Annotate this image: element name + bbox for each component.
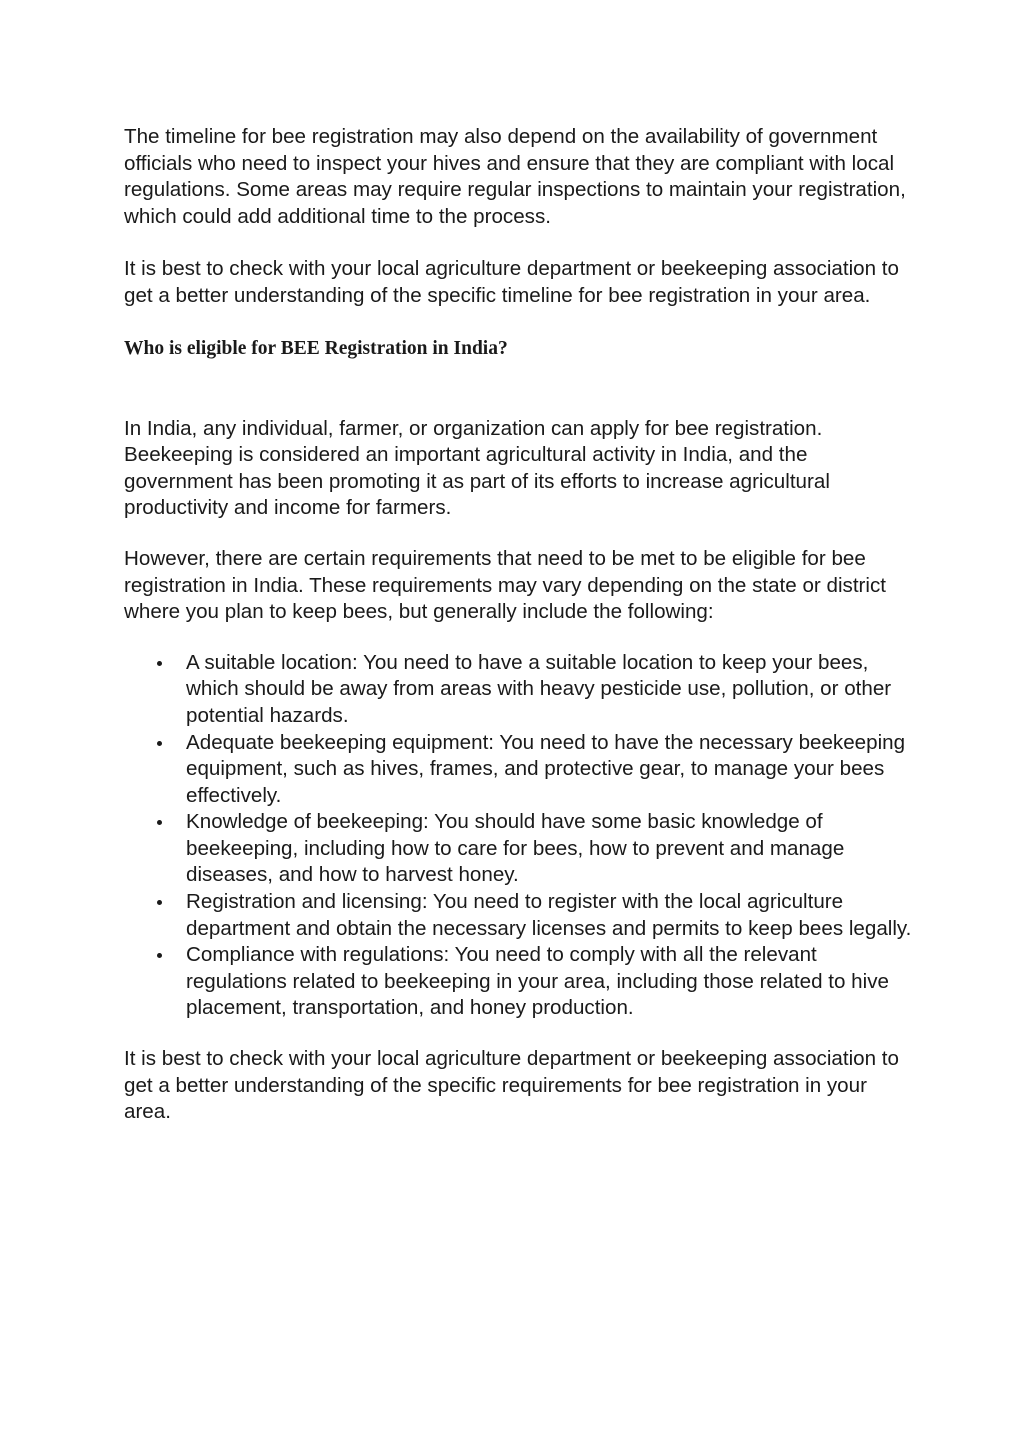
bullet-icon <box>157 900 162 905</box>
section-heading-eligibility: Who is eligible for BEE Registration in India? <box>124 337 508 359</box>
list-item <box>186 650 914 730</box>
list-item-text: Registration and licensing: You need to register with the local agriculture department and obtain the necessary licenses and permits to keep bees legally. <box>186 890 912 940</box>
bullet-icon <box>157 661 162 666</box>
document-page <box>124 124 914 1150</box>
list-item-text: Knowledge of beekeeping: You should have some basic knowledge of beekeeping, including how to care for bees, how to prevent and manage diseases, and how to harvest honey. <box>186 810 845 887</box>
paragraph-closing: It is best to check with your local agriculture department or beekeeping association to get a better understanding of the specific requirements for bee registration in your area. <box>124 1047 899 1124</box>
bullet-icon <box>157 820 162 825</box>
list-item-text: Compliance with regulations: You need to comply with all the relevant regulations related to beekeeping in your area, including those related to hive placement, transportation, and honey production. <box>186 943 889 1020</box>
requirements-list <box>124 650 914 1022</box>
list-item <box>186 809 914 889</box>
bullet-icon <box>157 741 162 746</box>
paragraph-eligibility-intro: In India, any individual, farmer, or organization can apply for bee registration. Beekeeping is considered an important agricultural activity in India, and the government has been promoting it as part of its efforts to increase agricultural productivity and income for farmers. <box>124 416 830 520</box>
list-item <box>186 889 914 942</box>
paragraph-requirements-intro: However, there are certain requirements that need to be met to be eligible for bee registration in India. These requirements may vary depending on the state or district where you plan to keep bees, but generally include the following: <box>124 546 886 624</box>
list-item-text: Adequate beekeeping equipment: You need to have the necessary beekeeping equipment, such as hives, frames, and protective gear, to manage your bees effectively. <box>186 730 906 807</box>
list-item <box>186 942 914 1022</box>
list-item <box>186 730 914 810</box>
list-item-text: A suitable location: You need to have a suitable location to keep your bees, which should be away from areas with heavy pesticide use, pollution, or other potential hazards. <box>186 650 892 727</box>
bullet-icon <box>157 953 162 958</box>
paragraph-timeline-inspection: The timeline for bee registration may also depend on the availability of government officials who need to inspect your hives and ensure that they are compliant with local regulations. Some areas may require regular inspections to maintain your registration, which could add additional time to the process. <box>124 125 906 228</box>
paragraph-timeline-check: It is best to check with your local agriculture department or beekeeping association to get a better understanding of the specific timeline for bee registration in your area. <box>124 257 899 307</box>
